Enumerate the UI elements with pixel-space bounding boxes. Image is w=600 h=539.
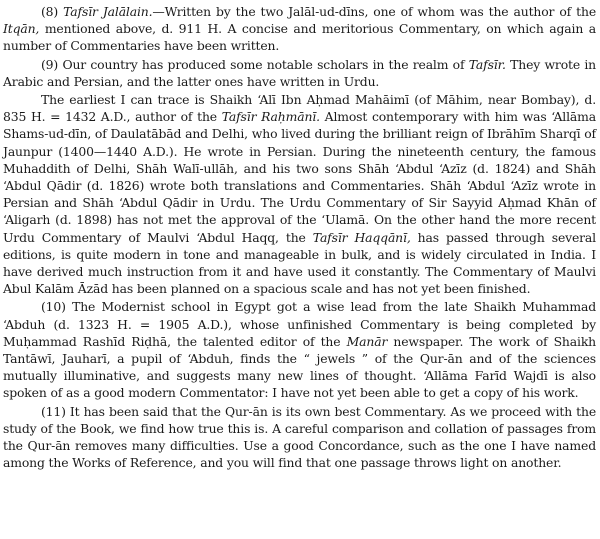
p9b-tafsir-haqqani: Tafsīr Haqqānī, (312, 229, 411, 245)
p8-seg-2: —Written by the two Jalāl-ud-dīns, one of whom was the author of the (152, 4, 597, 19)
paragraph-10 (3, 298, 596, 401)
p9-seg-0: (9) Our country has produced some notable scholars in the realm of (41, 56, 469, 72)
p9b-tafsir-rahmani: Tafsīr Raḥmānī. (221, 109, 320, 125)
p9-seg-2: They wrote in Arabic and Persian, and the latter ones have written in Urdu. (3, 56, 596, 89)
p9b-seg-4: has passed through several editions, is quite modern in tone and manageable in bulk, and is widely circulated in India. I have derived much instruction from it and have used it constantly. The Commentary of Maulvi Abul Kalām Āzād has been planned on a spacious scale and has not yet been finished. (3, 229, 596, 297)
paragraph-9 (3, 56, 596, 90)
p11-seg-0: (11) It has been said that the Qur-ān is its own best Commentary. As we proceed with the study of the Book, we find how true this is. A careful comparison and collation of passages from the Qur-ān removes many difficulties. Use a good Concordance, such as the one I have named among the Works of Reference, and you will find that one passage throws light on another. (3, 403, 596, 471)
p10-seg-2: newspaper. The work of Shaikh Tantāwī, Jauharī, a pupil of ʻAbduh, finds the “ jewels ” of the Qur-ān and of the sciences mutually illuminative, and suggests many new lines of thought. ʻAllāma Farīd Wajdī is also spoken of as a good modern Commentator: I have not yet been able to get a copy of his work. (3, 333, 597, 401)
p9b-seg-2: Almost contemporary with him was ʻAllāma Shams-ud-dīn, of Daulatābād and Delhi, who lived during the brilliant reign of Ibrāhīm Sharqī of Jaunpur (1400—1440 A.D.). He wrote in Persian. During the nineteenth century, the famous Muhaddith of Delhi, Shāh Walī-ullāh, and his two sons Shāh ʻAbdul ʻAzīz (d. 1824) and Shāh ʻAbdul Qādir (d. 1826) wrote both translations and Commentaries. Shāh ʻAbdul ʻAzīz wrote in Persian and Shāh ʻAbdul Qādir in Urdu. The Urdu Commentary of Sir Sayyid Aḥmad Khān of ʻAligarh (d. 1898) has not met the approval of the ʻUlamā. On the other hand the more recent Urdu Commentary of Maulvi ʻAbdul Haqq, the (3, 109, 596, 245)
p8-seg-0: (8) (41, 4, 64, 19)
p10-seg-0: (10) The Modernist school in Egypt got a wise lead from the late Shaikh Muhammad ʻAbduh (d. 1323 H. = 1905 A.D.), whose unfinished Commentary is being completed by Muḥammad Rashīd Riḍhā, the talented editor of the (3, 299, 596, 349)
p10-manar: Manār (346, 333, 388, 349)
paragraph-8 (3, 3, 596, 55)
p8-itqan: Itqān, (3, 21, 40, 37)
p8-title-tafsir-jalalain: Tafsīr Jalālain. (63, 4, 153, 19)
p9b-seg-0: The earliest I can trace is Shaikh ʻAlī Ibn Aḥmad Mahāimī (of Māhim, near Bombay), d. 835 H. = 1432 A.D., author of the (3, 92, 596, 125)
p8-seg-4: mentioned above, d. 911 H. A concise and meritorious Commentary, on which again a number of Commentaries have been written. (3, 21, 596, 54)
p9-tafsir: Tafsīr. (468, 56, 506, 72)
paragraph-11 (3, 403, 596, 472)
paragraph-9-continued (3, 91, 596, 297)
